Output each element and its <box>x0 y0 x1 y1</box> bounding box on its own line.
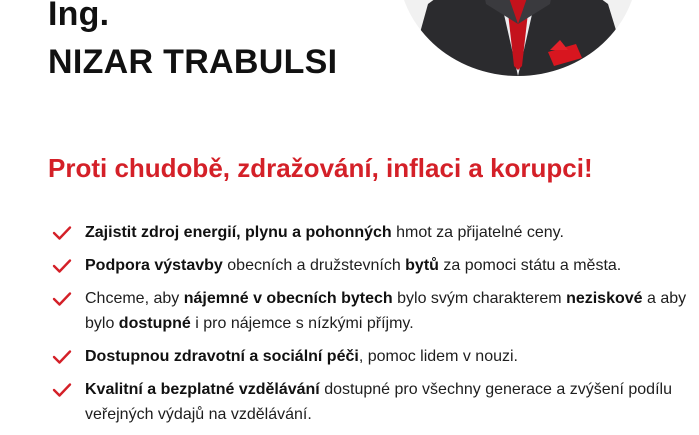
program-item-text: obecních a družstevních <box>222 257 406 274</box>
program-item-emphasis: neziskové <box>566 290 643 307</box>
program-item-emphasis: Kvalitní a bezplatné vzdělávání <box>85 381 320 398</box>
program-item-text: dostupné pro všechny generace a zvýšení podílu veřejných výdajů na vzdělávání. <box>85 381 672 423</box>
program-item <box>48 286 688 336</box>
program-item-emphasis: Dostupnou zdravotní a sociální péči <box>85 348 359 365</box>
program-item-text: a aby bylo <box>85 290 687 332</box>
program-list <box>48 220 688 435</box>
check-icon <box>52 382 72 398</box>
check-icon <box>52 258 72 274</box>
program-item-emphasis: nájemné v obecních bytech <box>183 290 393 307</box>
program-item <box>48 253 688 278</box>
check-icon <box>52 291 72 307</box>
program-item-emphasis: Zajistit zdroj energií, plynu a pohonných <box>85 224 392 241</box>
program-item-text: bylo svým charakterem <box>392 290 567 307</box>
program-item-text: , pomoc lidem v nouzi. <box>358 348 518 365</box>
program-item-emphasis: dostupné <box>118 315 191 332</box>
campaign-slogan: Proti chudobě, zdražování, inflaci a korupci! <box>48 153 593 183</box>
program-item-emphasis: bytů <box>405 257 439 274</box>
program-item-text: hmot za přijatelné ceny. <box>391 224 564 241</box>
check-icon <box>52 349 72 365</box>
program-item <box>48 344 688 369</box>
candidate-name: NIZAR TRABULSI <box>48 43 338 81</box>
program-item-text: i pro nájemce s nízkými příjmy. <box>190 315 414 332</box>
check-icon <box>52 225 72 241</box>
candidate-portrait <box>398 0 638 76</box>
program-item-text: Chceme, aby <box>85 290 184 307</box>
program-item <box>48 377 688 427</box>
candidate-title-prefix: Ing. <box>48 0 110 33</box>
program-item-emphasis: Podpora výstavby <box>85 257 223 274</box>
program-item-text: za pomoci státu a města. <box>438 257 622 274</box>
program-item <box>48 220 688 245</box>
